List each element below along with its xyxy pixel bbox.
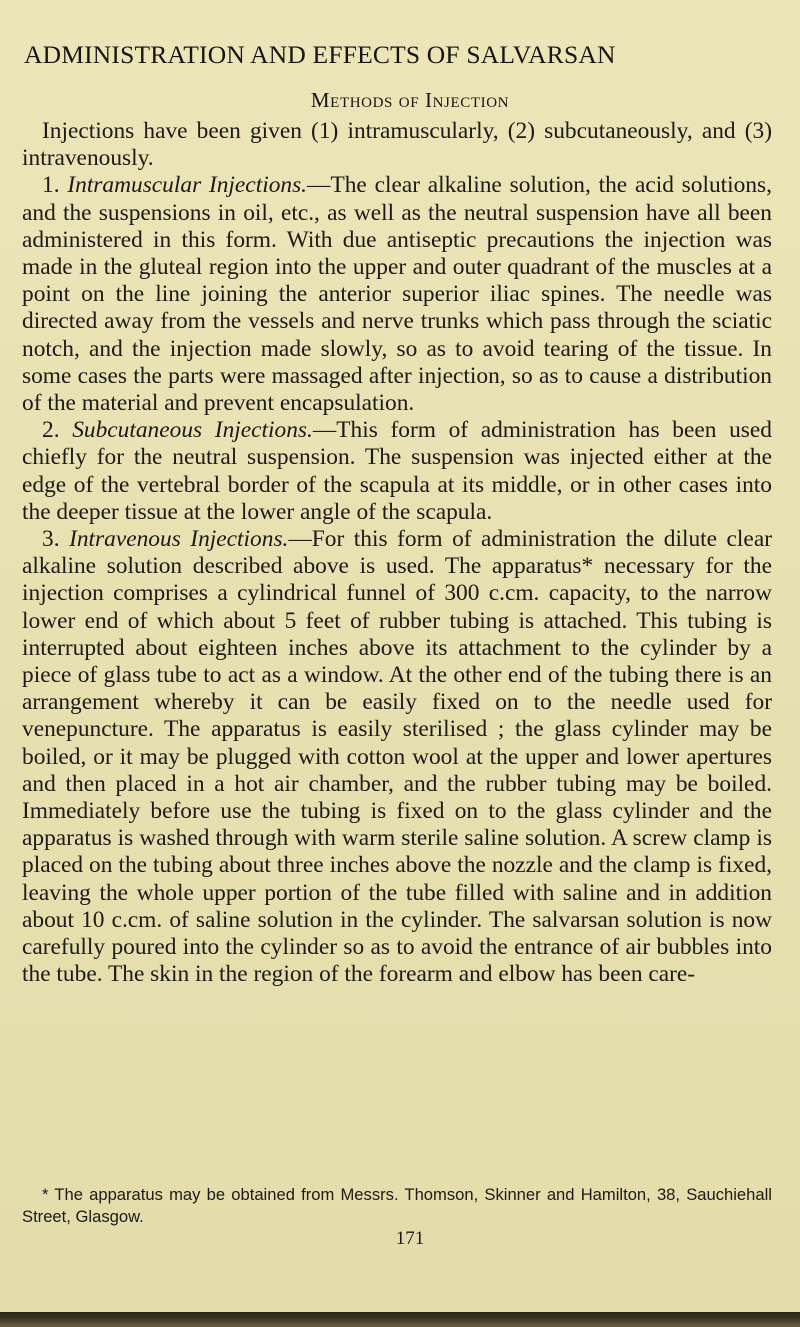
running-header: ADMINISTRATION AND EFFECTS OF SALVARSAN bbox=[24, 40, 616, 69]
footnote-mark: * bbox=[42, 1185, 49, 1204]
item-text: —This form of administration has been used chiefly for the neutral suspension. The suspension was injected either at the edge of the vertebral border of the scapula at its middle, or in other cases into the deeper tissue at the lower angle of the scapula. bbox=[22, 417, 772, 525]
footnote-text: The apparatus may be obtained from Messrs. Thomson, Skinner and Hamilton, 38, Sauchiehall Street, Glasgow. bbox=[22, 1185, 772, 1226]
item-heading: Intravenous Injections. bbox=[69, 526, 289, 553]
footnote-paragraph bbox=[22, 1184, 772, 1228]
paragraph-intramuscular bbox=[22, 172, 772, 417]
item-number: 3. bbox=[42, 526, 60, 553]
intro-paragraph: Injections have been given (1) intramuscularly, (2) subcutaneously, and (3) intravenously. bbox=[22, 118, 772, 172]
body-text bbox=[22, 118, 772, 989]
section-title: Methods of Injection bbox=[310, 88, 510, 112]
item-heading: Subcutaneous Injections. bbox=[72, 417, 313, 444]
item-heading: Intramuscular Injections. bbox=[67, 172, 308, 199]
page-bottom-edge bbox=[0, 1312, 800, 1327]
footnote bbox=[22, 1184, 772, 1228]
footnote-reference: * bbox=[581, 553, 594, 580]
item-text: —For this form of administration the dilute clear alkaline solution described above is used. The apparatus bbox=[22, 526, 772, 580]
item-number: 1. bbox=[42, 172, 60, 199]
item-number: 2. bbox=[42, 417, 60, 444]
item-text: —The clear alkaline solution, the acid solutions, and the suspensions in oil, etc., as well as the neutral suspension have all been administered in this form. With due antiseptic precautions the injection was made in the gluteal region into the upper and outer quadrant of the muscles at a point on the line joining the anterior superior iliac spines. The needle was directed away from the vessels and nerve trunks which pass through the sciatic notch, and the injection made slowly, so as to avoid tearing of the tissue. In some cases the parts were massaged after injection, so as to cause a distribution of the material and prevent encapsulation. bbox=[22, 172, 773, 417]
paragraph-subcutaneous bbox=[22, 417, 772, 526]
page-number: 171 bbox=[395, 1228, 425, 1249]
paragraph-intravenous bbox=[22, 526, 772, 988]
item-text-continued: necessary for the injection comprises a cylindrical funnel of 300 c.cm. capacity, to the narrow lower end of which about 5 feet of rubber tubing is attached. This tubing is interrupted about eighteen inches above its attachment to the cylinder by a piece of glass tube to act as a window. At the other end of the tubing there is an arrangement whereby it can be easily fixed on to the needle used for venepuncture. The apparatus is easily sterilised ; the glass cylinder may be boiled, or it may be plugged with cotton wool at the upper and lower apertures and then placed in a hot air chamber, and the rubber tubing may be boiled. Immediately before use the tubing is fixed on to the glass cylinder and the apparatus is washed through with warm sterile saline solution. A screw clamp is placed on the tubing about three inches above the nozzle and the clamp is fixed, leaving the whole upper portion of the tube filled with saline and in addition about 10 c.cm. of saline solution in the cylinder. The salvarsan solution is now carefully poured into the cylinder so as to avoid the entrance of air bubbles into the tube. The skin in the region of the forearm and elbow has been care- bbox=[22, 553, 772, 988]
